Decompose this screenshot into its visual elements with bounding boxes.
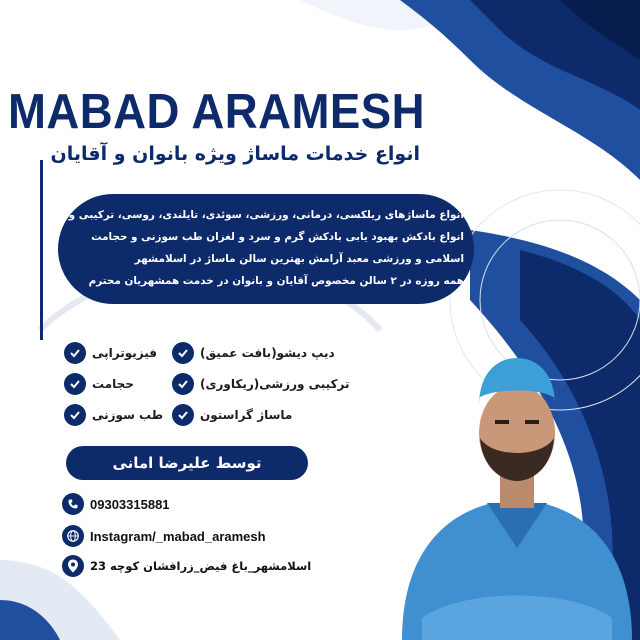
description-line: همه روزه در ۲ سالن مخصوص آقایان و بانوان در خدمت همشهریان محترم xyxy=(88,275,464,287)
service-item xyxy=(172,340,335,366)
service-item xyxy=(64,340,157,366)
instagram-row[interactable] xyxy=(62,524,266,548)
service-label: فیزیوتراپی xyxy=(92,346,157,360)
address-row xyxy=(62,554,311,578)
description-line: انواع ماساژهای ریلکسی، درمانی، ورزشی، سوئدی، تایلندی، روسی، ترکیبی و... xyxy=(56,209,464,221)
therapist-photo xyxy=(392,318,640,640)
service-label: حجامت xyxy=(92,377,134,391)
service-label: ترکیبی ورزشی(ریکاوری) xyxy=(200,377,350,391)
phone-icon xyxy=(62,493,84,515)
check-icon xyxy=(172,342,194,364)
instagram-handle[interactable]: Instagram/_mabad_aramesh xyxy=(90,528,266,544)
description-line: اسلامی و ورزشی معبد آرامش بهترین سالن ماساژ در اسلامشهر xyxy=(134,253,464,265)
by-line-badge: توسط علیرضا امانی xyxy=(66,446,308,480)
service-item xyxy=(172,402,292,428)
service-label: ماساژ گراستون xyxy=(200,408,293,422)
address: اسلامشهر_باغ فیض_زرافشان کوچه 23 xyxy=(90,559,312,573)
service-label: طب سوزنی xyxy=(92,408,164,422)
location-pin-icon xyxy=(62,555,84,577)
globe-icon xyxy=(62,525,84,547)
service-label: دیپ دیشو(بافت عمیق) xyxy=(200,346,335,360)
check-icon xyxy=(64,404,86,426)
check-icon xyxy=(64,342,86,364)
description-line: انواع بادکش بهبود یابی بادکش گرم و سرد و لغزان طب سوزنی و حجامت xyxy=(91,231,464,243)
check-icon xyxy=(172,373,194,395)
description-box xyxy=(58,194,474,304)
accent-line xyxy=(40,160,43,340)
phone-number[interactable]: 09303315881 xyxy=(90,496,170,512)
phone-row[interactable] xyxy=(62,492,170,516)
brand-title: MABAD ARAMESH xyxy=(8,85,426,139)
headline: انواع خدمات ماساژ ویژه بانوان و آقایان xyxy=(50,143,420,165)
check-icon xyxy=(172,404,194,426)
service-item xyxy=(64,371,134,397)
check-icon xyxy=(64,373,86,395)
service-item xyxy=(64,402,163,428)
service-item xyxy=(172,371,350,397)
